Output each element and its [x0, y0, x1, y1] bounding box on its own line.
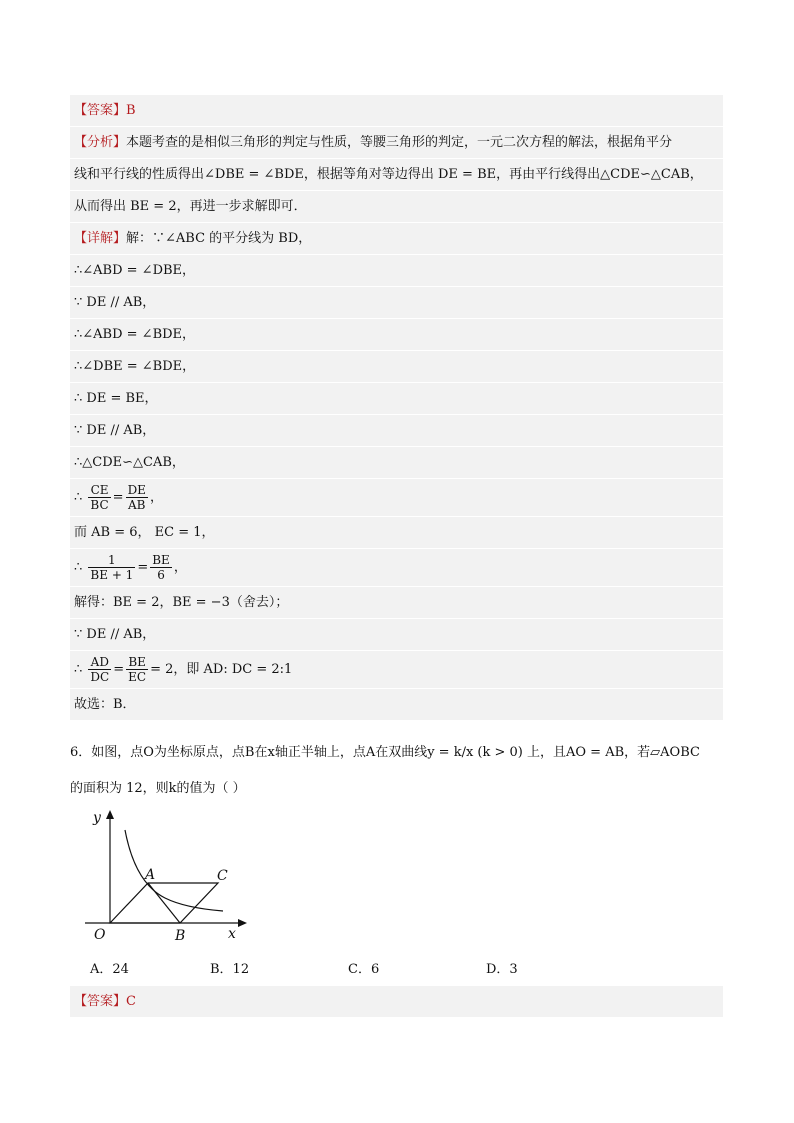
solve-row	[70, 587, 723, 619]
step-text: ∵ DE // AB，	[74, 423, 156, 438]
hyperbola-figure	[85, 808, 255, 948]
numerator: CE	[88, 483, 110, 498]
denominator: DC	[90, 670, 110, 684]
choose-text: 故选：B．	[74, 697, 136, 712]
answer-value: B	[126, 103, 136, 118]
step-row	[70, 319, 723, 351]
parallel-row	[70, 619, 723, 651]
analysis-text-1: 本题考查的是相似三角形的判定与性质，等腰三角形的判定，一元二次方程的解法，根据角平分	[126, 135, 673, 150]
denominator: BE + 1	[90, 568, 134, 582]
frac1-prefix: ∴	[74, 490, 83, 505]
analysis-text-2: 线和平行线的性质得出∠DBE = ∠BDE，根据等角对等边得出 DE = BE，再由平行线得出△CDE∽△CAB，	[74, 167, 703, 182]
given-text: 而 AB = 6， EC = 1，	[74, 525, 215, 540]
fraction	[88, 483, 110, 512]
step-text: ∵ DE // AB，	[74, 295, 156, 310]
denominator: BC	[90, 498, 109, 512]
frac1-suffix: ，	[149, 490, 163, 505]
question-6-line-2: 的面积为 12，则k的值为（ ）	[70, 781, 246, 796]
detail-tag: 【详解】	[74, 231, 127, 246]
step-row	[70, 255, 723, 287]
choice-c: C．6	[348, 962, 380, 977]
answer-value: C	[126, 994, 136, 1009]
step-text: ∴△CDE∽△CAB，	[74, 455, 185, 470]
answer-row	[70, 95, 723, 127]
step-text: ∴∠ABD = ∠BDE，	[74, 327, 196, 342]
x-axis-arrow	[238, 919, 247, 927]
analysis-text-3: 从而得出 BE = 2，再进一步求解即可．	[74, 199, 307, 214]
frac3-prefix: ∴	[74, 662, 83, 677]
step-row	[70, 351, 723, 383]
choice-a: A．24	[90, 962, 129, 977]
fraction	[150, 553, 172, 582]
step-row	[70, 447, 723, 479]
step-text: ∴ DE = BE，	[74, 391, 158, 406]
solve-text: 解得：BE = 2，BE = −3（舍去）；	[74, 595, 289, 610]
parallel-text: ∵ DE // AB，	[74, 627, 156, 642]
numerator: BE	[126, 655, 148, 670]
fraction	[126, 655, 148, 684]
solution-block	[70, 95, 723, 721]
numerator: 1	[88, 553, 135, 568]
label-y: y	[93, 810, 101, 826]
denominator: AB	[128, 498, 146, 512]
frac3-suffix: = 2，即 AD: DC = 2:1	[150, 662, 293, 677]
numerator: DE	[127, 483, 146, 497]
fraction-row-3: ∴ $\frac{AD}{DC}$ = $\frac{BE}{EC}$ = 2，即 AD: DC = 2:1	[70, 651, 723, 689]
denominator: 6	[157, 568, 165, 582]
numerator: AD	[88, 655, 111, 670]
label-a: A	[145, 867, 156, 883]
frac2-suffix: ，	[173, 560, 187, 575]
step-text: ∴∠ABD = ∠DBE，	[74, 263, 196, 278]
fraction	[88, 655, 111, 684]
fraction	[126, 483, 148, 512]
analysis-row-1	[70, 127, 723, 159]
fraction-row-1: ∴ $\frac{CE}{BC}$ = $\frac{DE}{AB}$ ，	[70, 479, 723, 517]
analysis-tag: 【分析】	[74, 135, 127, 150]
frac2-prefix: ∴	[74, 560, 83, 575]
answer-row-q6	[70, 986, 723, 1017]
detail-text: 解：∵∠ABC 的平分线为 BD，	[126, 231, 312, 246]
step-row	[70, 415, 723, 447]
label-x: x	[228, 926, 236, 942]
y-axis-arrow	[106, 810, 114, 819]
detail-row	[70, 223, 723, 255]
step-row	[70, 287, 723, 319]
choose-row	[70, 689, 723, 721]
given-row	[70, 517, 723, 549]
label-o: O	[94, 927, 106, 943]
analysis-row-3	[70, 191, 723, 223]
step-text: ∴∠DBE = ∠BDE，	[74, 359, 196, 374]
denominator: EC	[128, 670, 147, 684]
numerator: BE	[152, 553, 170, 567]
choice-d: D．3	[486, 962, 518, 977]
fraction-row-2: ∴ $\frac{1}{BE + 1}$ = $\frac{BE}{6}$ ，	[70, 549, 723, 587]
step-row	[70, 383, 723, 415]
answer-tag: 【答案】	[74, 103, 127, 118]
fraction	[88, 553, 135, 582]
segment-ab	[148, 883, 180, 923]
label-b: B	[175, 928, 186, 944]
label-c: C	[217, 868, 228, 884]
answer-tag: 【答案】	[74, 994, 127, 1009]
hyperbola-curve	[125, 830, 223, 911]
choice-b: B．12	[210, 962, 250, 977]
analysis-row-2	[70, 159, 723, 191]
question-6-line-1: 6．如图，点O为坐标原点，点B在x轴正半轴上，点A在双曲线y = k/x (k > 0) 上，且AO = AB，若▱AOBC	[70, 745, 700, 760]
